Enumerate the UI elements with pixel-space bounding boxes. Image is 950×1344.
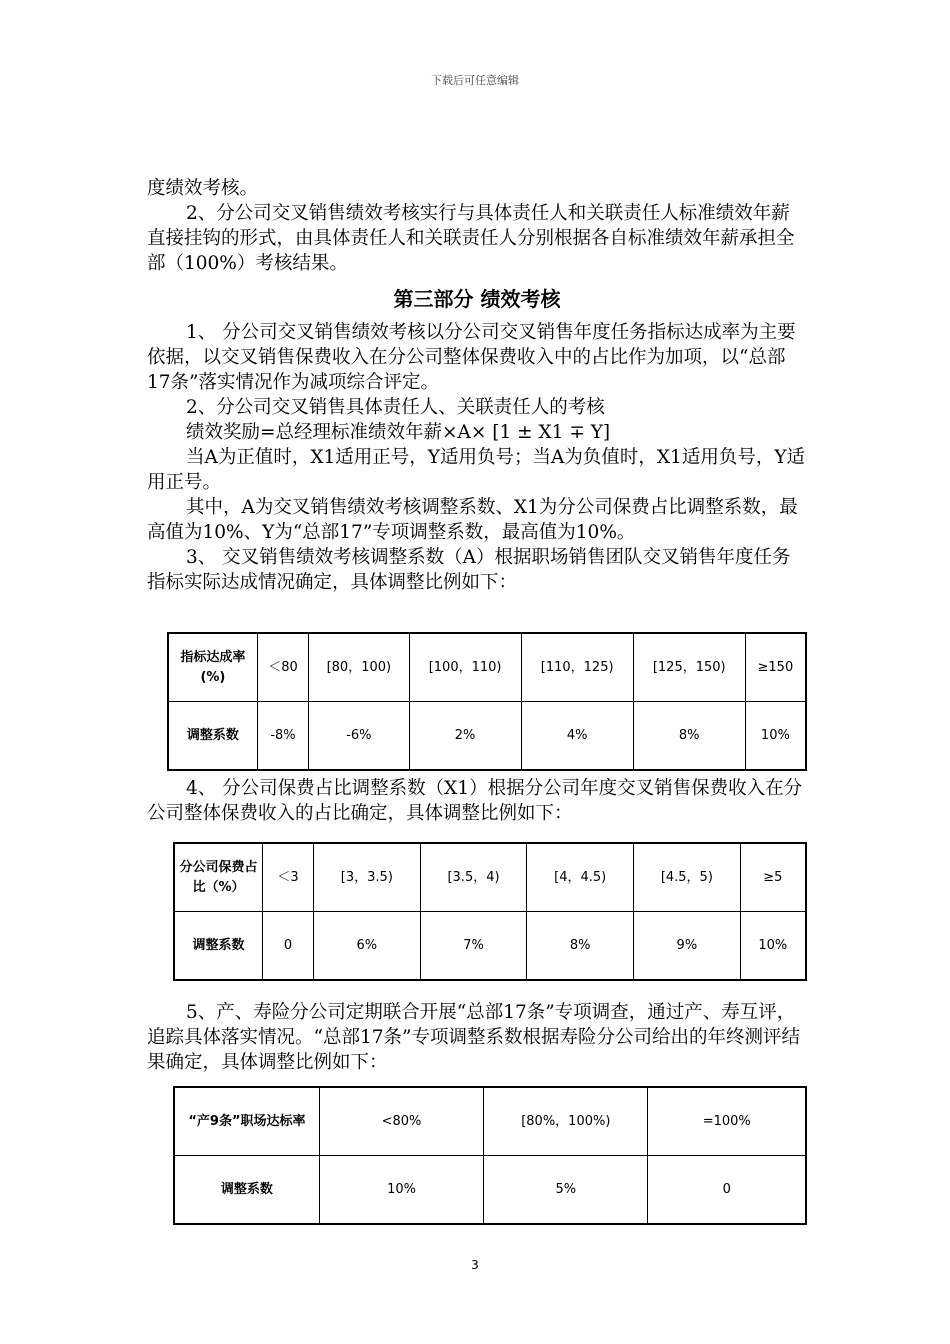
table-row (174, 843, 806, 912)
table-cell: ＜3 (262, 843, 313, 912)
paragraph: 1、 分公司交叉销售绩效考核以分公司交叉销售年度任务指标达成率为主要依据，以交叉销售保费收入在分公司整体保费收入中的占比作为加项，以“总部17条”落实情况作为减项综合评定。 (147, 322, 796, 393)
paragraph: 其中，A为交叉销售绩效考核调整系数、X1为分公司保费占比调整系数，最高值为10%、Y为“总部17”专项调整系数，最高值为10%。 (147, 497, 798, 543)
formula: 绩效奖励=总经理标准绩效年薪×A× [1 ± X1 ∓ Y] (186, 422, 611, 443)
table-cell: ≥150 (745, 633, 806, 702)
table-cell: 0 (648, 1156, 806, 1225)
section-title: 第三部分 绩效考核 (393, 287, 561, 311)
table-cell: ＜80 (257, 633, 308, 702)
table-row (174, 1156, 806, 1225)
table-cell: [100，110) (409, 633, 521, 702)
paragraph-5-block (147, 1000, 807, 1075)
paragraph: 度绩效考核。 (147, 178, 259, 199)
table-cell: 调整系数 (174, 1156, 319, 1225)
table-cell: 2% (409, 702, 521, 771)
table-cell: 7% (420, 912, 527, 981)
table-cell: <80% (319, 1087, 483, 1156)
table-cell: 10% (740, 912, 806, 981)
paragraph: 4、 分公司保费占比调整系数（X1）根据分公司年度交叉销售保费收入在分公司整体保费收入的占比确定，具体调整比例如下： (147, 778, 803, 824)
table-cell: -8% (257, 702, 308, 771)
table-cell: 8% (527, 912, 634, 981)
table-cell: 5% (484, 1156, 648, 1225)
table-cell: 8% (633, 702, 745, 771)
table-cell: 4% (521, 702, 633, 771)
table-cell: [3.5，4) (420, 843, 527, 912)
table-cell: 10% (319, 1156, 483, 1225)
main-content (147, 176, 807, 595)
page-header: 下载后可任意编辑 (431, 74, 519, 87)
table-cell: 0 (262, 912, 313, 981)
table-cell: [110，125) (521, 633, 633, 702)
paragraph: 5、产、寿险分公司定期联合开展“总部17条”专项调查，通过产、寿互评，追踪具体落实情况。“总部17条”专项调整系数根据寿险分公司给出的年终测评结果确定，具体调整比例如下： (147, 1002, 800, 1073)
table-cell: ≥5 (740, 843, 806, 912)
table-cell: =100% (648, 1087, 806, 1156)
adjustment-table-x1 (173, 842, 807, 981)
paragraph-4-block (147, 776, 807, 826)
paragraph: 当A为正值时，X1适用正号，Y适用负号；当A为负值时，X1适用负号，Y适用正号。 (147, 447, 806, 493)
adjustment-table-a (167, 632, 807, 771)
table-cell: 调整系数 (168, 702, 257, 771)
table-cell: 指标达成率(%) (168, 633, 257, 702)
table-cell: -6% (309, 702, 409, 771)
table-cell: “产9条”职场达标率 (174, 1087, 319, 1156)
page-number: 3 (471, 1258, 479, 1272)
paragraph: 2、分公司交叉销售绩效考核实行与具体责任人和关联责任人标准绩效年薪直接挂钩的形式，由具体责任人和关联责任人分别根据各自标准绩效年薪承担全部（100%）考核结果。 (147, 203, 795, 274)
table-cell: 9% (634, 912, 741, 981)
table-cell: [80，100) (309, 633, 409, 702)
paragraph: 3、 交叉销售绩效考核调整系数（A）根据职场销售团队交叉销售年度任务指标实际达成情况确定，具体调整比例如下： (147, 547, 791, 593)
table-row (174, 912, 806, 981)
adjustment-table-y (173, 1086, 807, 1225)
table-cell: [125，150) (633, 633, 745, 702)
table-row (174, 1087, 806, 1156)
table-cell: 10% (745, 702, 806, 771)
table-cell: [4.5，5) (634, 843, 741, 912)
table-cell: 分公司保费占比（%） (174, 843, 262, 912)
table-cell: [80%，100%) (484, 1087, 648, 1156)
table-cell: [3，3.5) (314, 843, 421, 912)
table-cell: 调整系数 (174, 912, 262, 981)
table-cell: 6% (314, 912, 421, 981)
paragraph: 2、分公司交叉销售具体责任人、关联责任人的考核 (186, 397, 605, 418)
table-row (168, 702, 806, 771)
table-cell: [4，4.5) (527, 843, 634, 912)
table-row (168, 633, 806, 702)
